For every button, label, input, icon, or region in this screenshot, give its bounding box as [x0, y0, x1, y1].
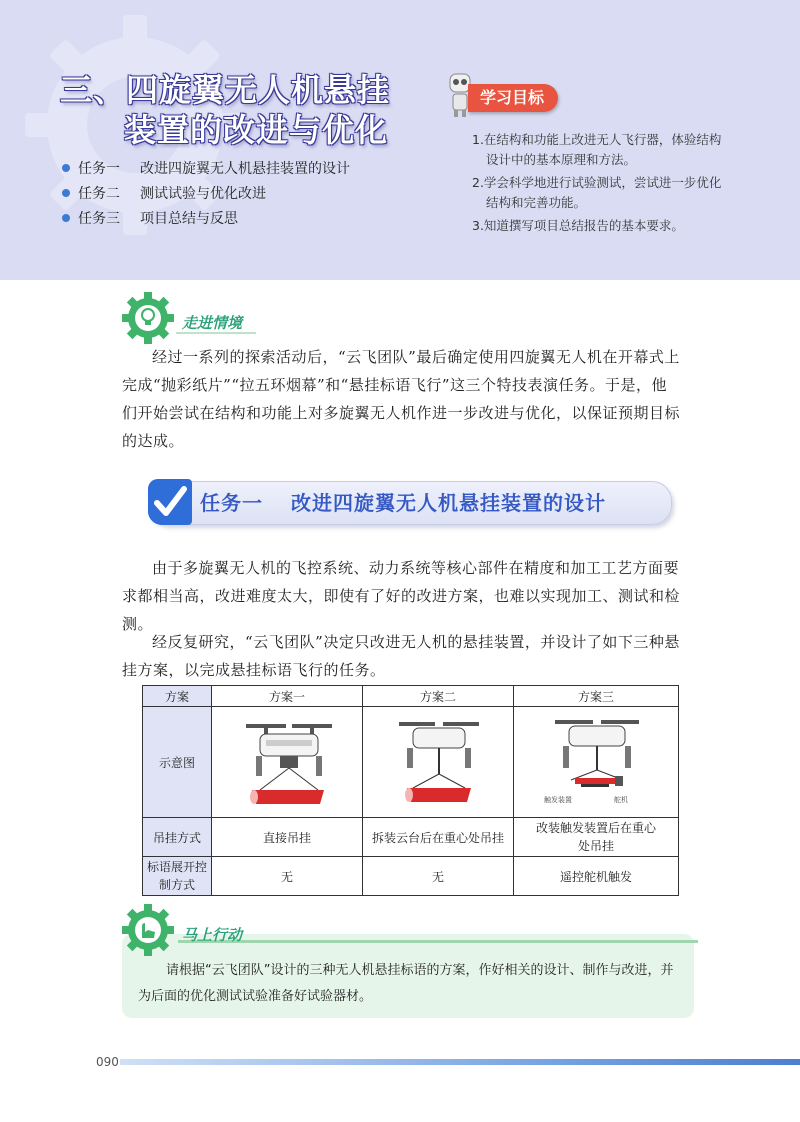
checkmark-icon — [148, 479, 192, 525]
table-row — [143, 707, 679, 818]
table-cell: 遥控舵机触发 — [514, 857, 679, 896]
task-item: 任务二 测试试验与优化改进 — [62, 182, 350, 207]
drone-center-hang-image — [363, 714, 513, 810]
divider — [176, 332, 256, 334]
task1-paragraph-2: 经反复研究，“云飞团队”决定只改进无人机的悬挂装置，并设计了如下三种悬挂方案，以完成悬挂标语飞行的任务。 — [122, 633, 680, 679]
divider — [178, 940, 698, 943]
table-cell: 直接吊挂 — [212, 818, 363, 857]
task1-paragraph-1: 由于多旋翼无人机的飞控系统、动力系统等核心部件在精度和加工工艺方面要求都相当高，改进难度太大，即使有了好的改进方案，也难以实现加工、测试和检测。 — [122, 559, 681, 633]
learning-goals-label: 学习目标 — [468, 84, 558, 112]
servo-label: 舵机 — [614, 796, 628, 804]
table-header-row — [143, 686, 679, 707]
intro-paragraph: 经过一系列的探索活动后，“云飞团队”最后确定使用四旋翼无人机在开幕式上完成“抛彩纸片”“拉五环烟幕”和“悬挂标语飞行”这三个特技表演任务。于是，他们开始尝试在结构和功能上对多旋翼无人机作进一步改进与优化，以保证预期目标的达成。 — [122, 348, 681, 450]
page-number: 090 — [96, 1055, 119, 1069]
chapter-title — [60, 70, 390, 150]
diagram-cell — [363, 707, 514, 818]
goal-item: 3.知道撰写项目总结报告的基本要求。 — [472, 218, 684, 233]
footer-bar — [120, 1059, 800, 1065]
goal-item: 1.在结构和功能上改进无人飞行器，体验结构设计中的基本原理和方法。 — [472, 132, 722, 167]
chapter-title-line2: 装置的改进与优化 — [124, 111, 389, 149]
task-list — [62, 157, 350, 232]
plans-table — [142, 685, 679, 896]
chapter-title-line1: 三、四旋翼无人机悬挂 — [60, 71, 391, 109]
bullet-icon — [62, 164, 70, 172]
table-row — [143, 818, 679, 857]
section-label-action: 马上行动 — [182, 926, 243, 944]
lightbulb-gear-icon — [122, 292, 174, 344]
diagram-cell — [514, 707, 679, 818]
table-row — [143, 857, 679, 896]
learning-goals-list — [472, 130, 722, 239]
table-cell: 无 — [363, 857, 514, 896]
task-banner-title: 任务一 改进四旋翼无人机悬挂装置的设计 — [200, 491, 606, 515]
table-header-cell: 方案二 — [363, 686, 514, 707]
bullet-icon — [62, 214, 70, 222]
table-header-cell: 方案一 — [212, 686, 363, 707]
table-header-cell: 方案 — [143, 686, 212, 707]
drone-direct-hang-image — [212, 714, 362, 810]
task-item: 任务一 改进四旋翼无人机悬挂装置的设计 — [62, 157, 350, 182]
table-header-cell: 方案三 — [514, 686, 679, 707]
section-label-intro: 走进情境 — [182, 314, 243, 332]
hand-gear-icon — [122, 904, 174, 956]
diagram-cell — [212, 707, 363, 818]
action-text: 请根据“云飞团队”设计的三种无人机悬挂标语的方案，作好相关的设计、制作与改进，并为后面的优化测试试验准备好试验器材。 — [138, 963, 674, 1004]
bullet-icon — [62, 189, 70, 197]
row-label: 标语展开控制方式 — [143, 857, 212, 896]
task-item: 任务三 项目总结与反思 — [62, 207, 350, 232]
table-cell: 无 — [212, 857, 363, 896]
row-label: 吊挂方式 — [143, 818, 212, 857]
table-cell: 改装触发装置后在重心处吊挂 — [514, 818, 679, 857]
table-cell: 拆装云台后在重心处吊挂 — [363, 818, 514, 857]
goal-item: 2.学会科学地进行试验测试，尝试进一步优化结构和完善功能。 — [472, 175, 722, 210]
row-label: 示意图 — [143, 707, 212, 818]
trigger-label: 触发装置 — [544, 796, 572, 804]
